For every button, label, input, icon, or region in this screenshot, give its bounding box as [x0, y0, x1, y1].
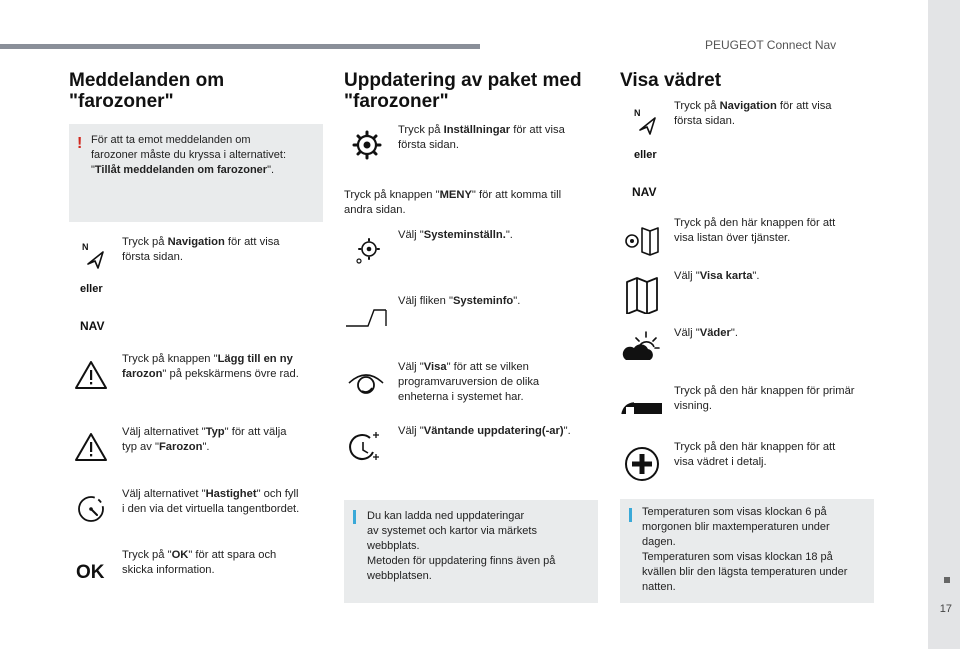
warning-icon: ! — [77, 135, 83, 152]
eller-label: eller — [634, 149, 657, 161]
info-note-temperature — [620, 499, 874, 603]
system-settings-icon[interactable] — [352, 236, 382, 266]
info-text-3: webbplats. — [367, 540, 420, 552]
warning-text-1: För att ta emot meddelanden om — [91, 134, 251, 146]
page-marker — [944, 577, 950, 583]
page-number: 17 — [939, 603, 952, 615]
side-strip — [928, 0, 960, 649]
pending-update-icon[interactable] — [346, 430, 384, 466]
info-icon — [353, 510, 356, 524]
eller-label: eller — [80, 283, 103, 295]
plus-detail-icon[interactable] — [624, 446, 660, 482]
info-text-2: morgonen blir maxtemperaturen under — [642, 521, 830, 533]
ok-button[interactable]: OK — [76, 562, 105, 583]
top-rule — [0, 44, 480, 49]
warning-text-2: farozoner måste du kryssa i alternativet: — [91, 149, 287, 161]
warning-note — [69, 124, 323, 222]
step-nav-text: Tryck på Navigation för att visa första sidan. — [674, 100, 832, 127]
settings-gear-icon[interactable] — [352, 130, 382, 160]
info-text-3: dagen. — [642, 536, 676, 548]
info-text-4: Metoden för uppdatering finns även på — [367, 555, 556, 567]
step-visa-text: Välj "Visa" för att se vilken programvaruversion de olika enheterna i systemet har. — [398, 361, 540, 403]
svg-text:N: N — [634, 108, 641, 118]
info-text-5: kvällen blir den lägsta temperaturen under — [642, 566, 848, 578]
svg-text:N: N — [82, 242, 89, 252]
step-type-text: Välj alternativet "Typ" för att välja typ av "Farozon". — [122, 426, 287, 453]
info-text-5: webbplatsen. — [367, 570, 432, 582]
system-info-tab-icon[interactable] — [344, 306, 388, 328]
step-primary-text: Tryck på den här knappen för primär visning. — [674, 385, 855, 412]
weather-icon[interactable] — [622, 330, 662, 364]
info-text-6: natten. — [642, 581, 676, 593]
running-header: PEUGEOT Connect Nav — [705, 38, 837, 52]
nav-button[interactable]: NAV — [632, 185, 657, 199]
step-services-text: Tryck på den här knappen för att visa listan över tjänster. — [674, 217, 836, 244]
step-add-text: Tryck på knappen "Lägg till en ny farozon" på pekskärmens övre rad. — [122, 353, 299, 380]
step-pending-text: Välj "Väntande uppdatering(-ar)". — [398, 425, 571, 437]
step-ok-text: Tryck på "OK" för att spara och skicka information. — [122, 549, 277, 576]
step-speed-text: Välj alternativet "Hastighet" och fyll i den via det virtuella tangentbordet. — [122, 488, 300, 515]
step-detail-text: Tryck på den här knappen för att visa vädret i detalj. — [674, 441, 836, 468]
info-text-1: Temperaturen som visas klockan 6 på — [642, 506, 827, 518]
info-note-updates — [344, 500, 598, 603]
primary-view-icon[interactable] — [620, 398, 664, 416]
navigation-icon[interactable] — [632, 106, 658, 136]
col2-title: Uppdatering av paket med "farozoner" — [344, 70, 582, 112]
step-tab-text: Välj fliken "Systeminfo". — [398, 295, 521, 307]
view-eye-icon[interactable] — [346, 368, 386, 398]
info-text-4: Temperaturen som visas klockan 18 på — [642, 551, 833, 563]
warning-text-3: "Tillåt meddelanden om farozoner". — [91, 164, 275, 176]
map-icon[interactable] — [624, 276, 660, 314]
step-settings-text: Tryck på Inställningar för att visa första sidan. — [398, 124, 565, 151]
step-sys-text: Välj "Systeminställn.". — [398, 229, 513, 241]
info-icon — [629, 508, 632, 522]
warning-triangle-icon[interactable] — [74, 360, 108, 390]
col1-title: Meddelanden om "farozoner" — [69, 70, 225, 112]
speedometer-icon[interactable] — [76, 494, 106, 524]
services-list-icon[interactable] — [622, 224, 662, 258]
info-text-1: Du kan ladda ned uppdateringar — [367, 510, 525, 522]
zone-type-icon[interactable] — [74, 432, 108, 462]
step-weather-text: Välj "Väder". — [674, 327, 738, 339]
step-nav-text: Tryck på Navigation för att visa första sidan. — [122, 236, 280, 263]
step-map-text: Välj "Visa karta". — [674, 270, 760, 282]
step-meny-text: Tryck på knappen "MENY" för att komma till andra sidan. — [344, 189, 562, 216]
info-text-2: av systemet och kartor via märkets — [367, 525, 537, 537]
col3-title: Visa vädret — [620, 70, 722, 91]
navigation-icon — [80, 240, 106, 270]
nav-button[interactable]: NAV — [80, 319, 105, 333]
